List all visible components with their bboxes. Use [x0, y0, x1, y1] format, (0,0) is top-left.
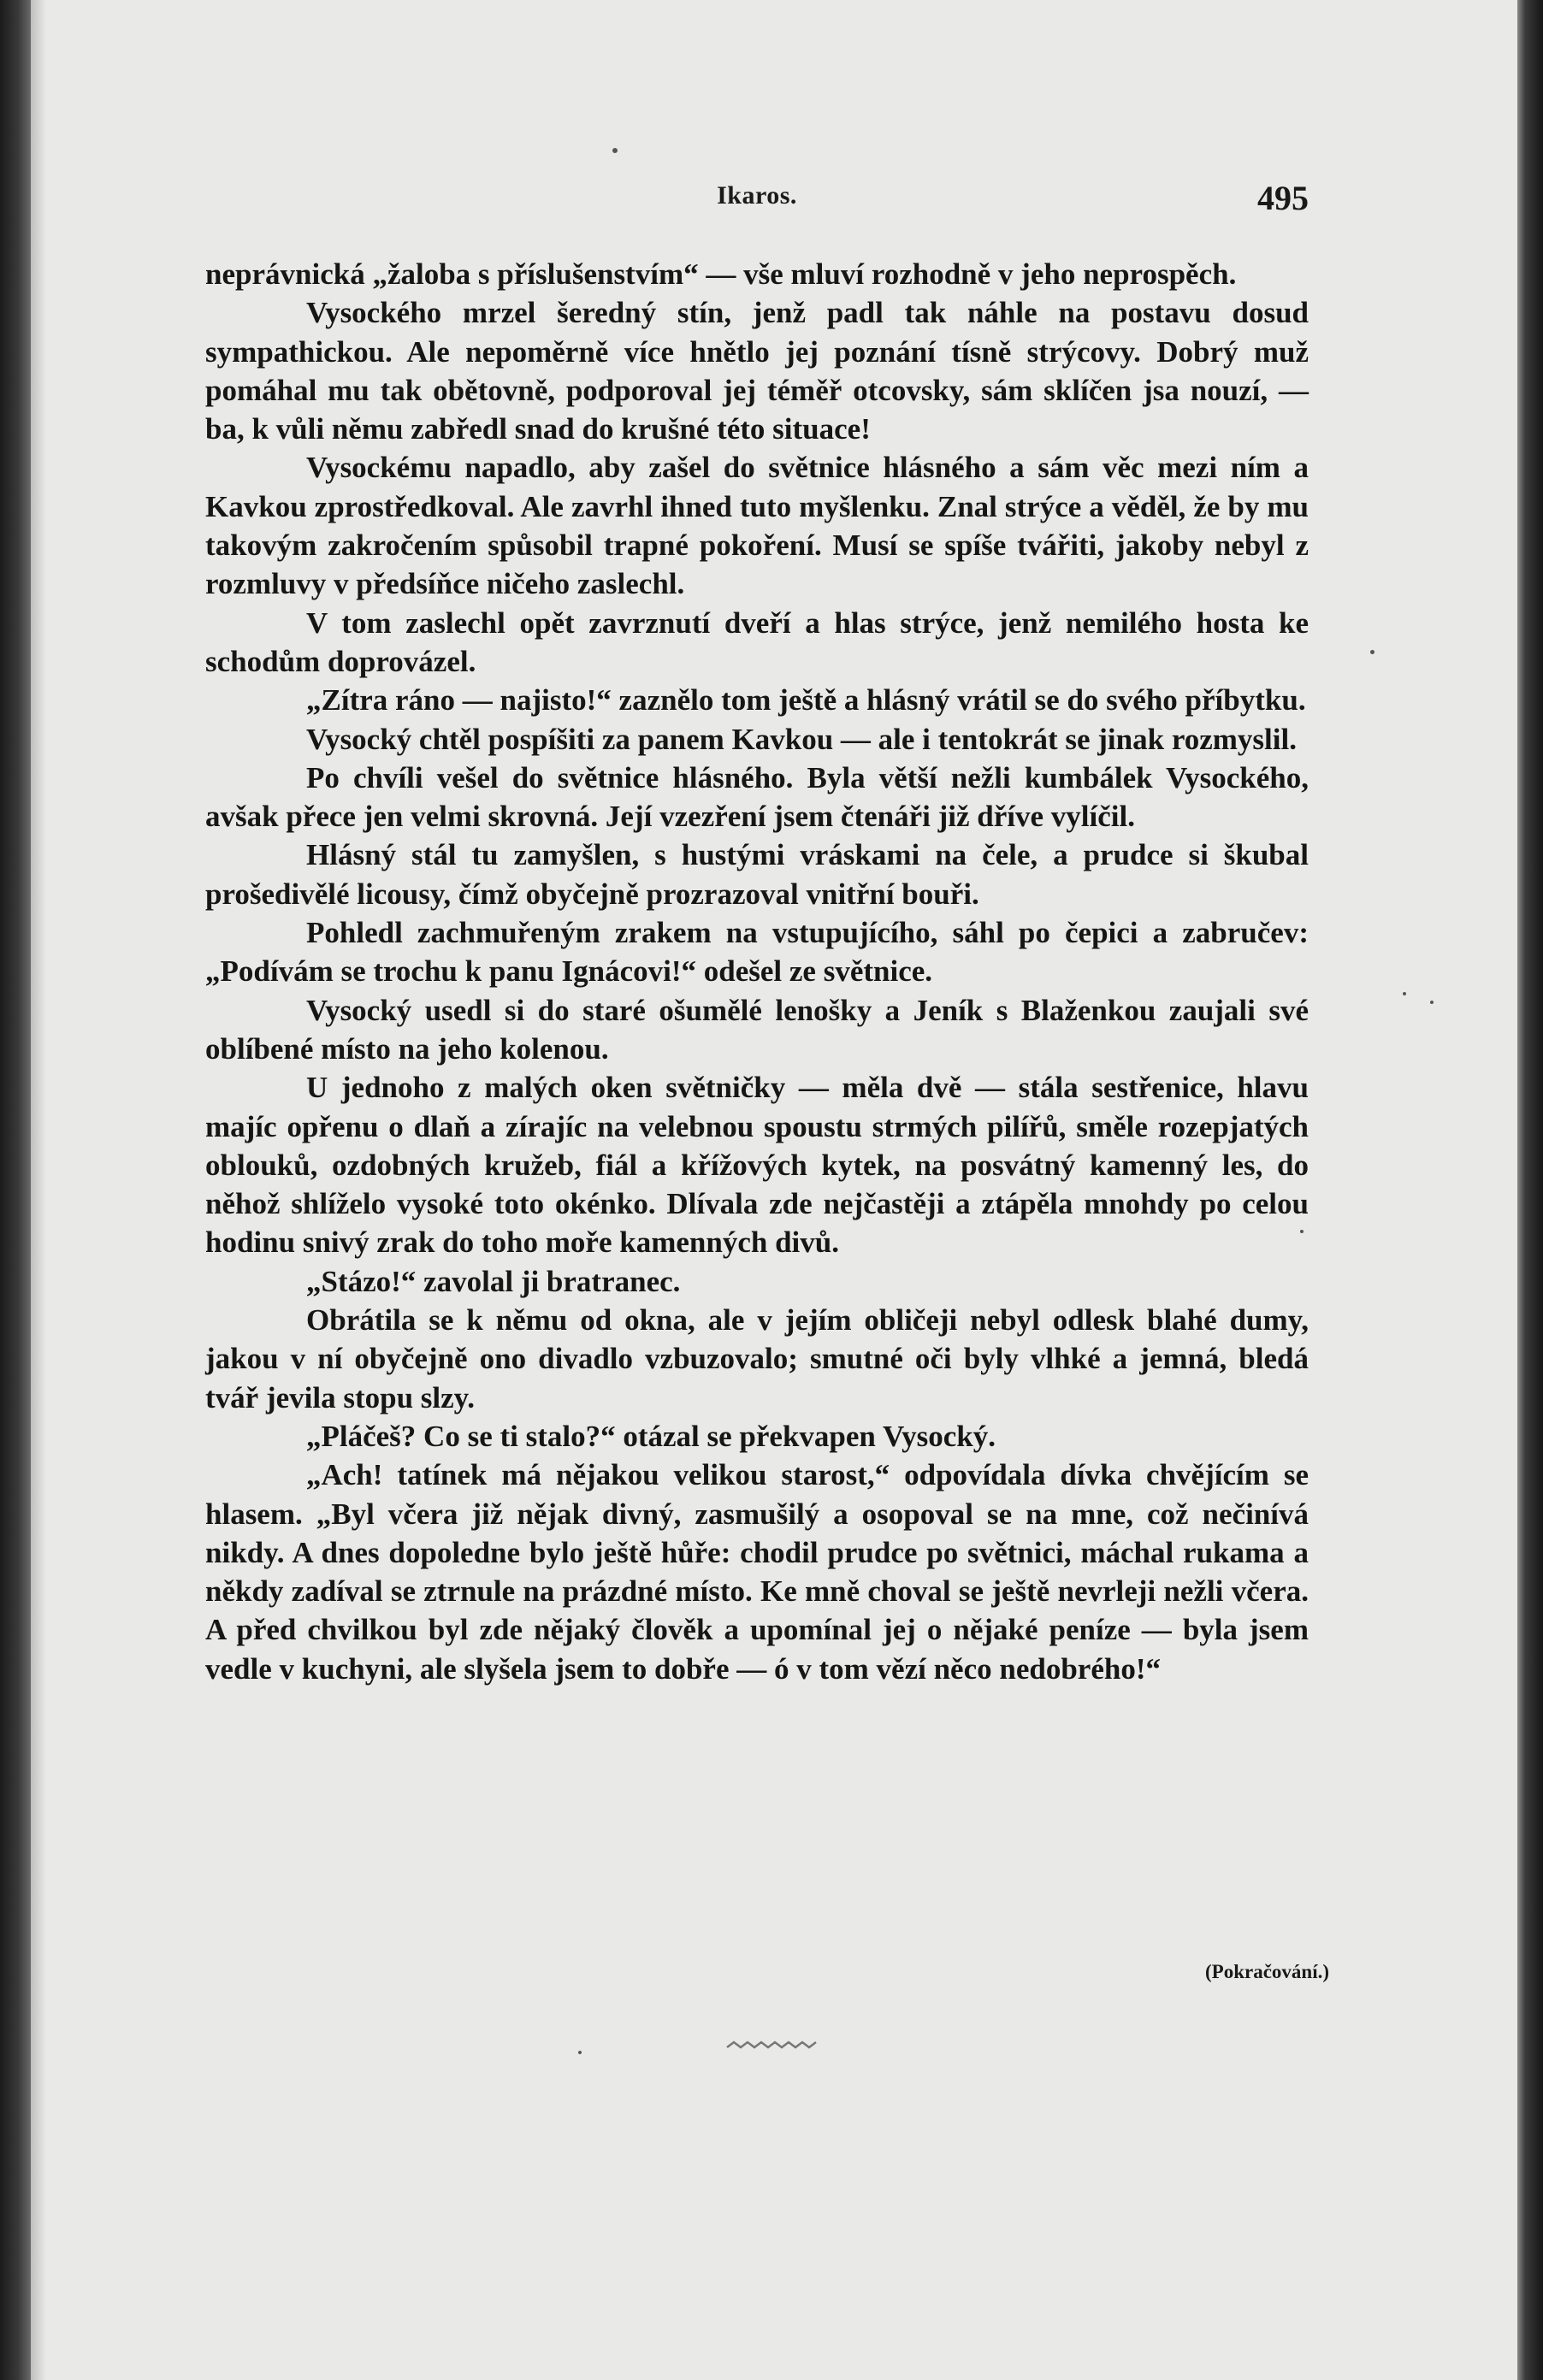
paragraph: „Ach! tatínek má nějakou velikou starost,“ odpovídala dívka chvějícím se hlasem. „Byl včera již nějak divný, zasmušilý a osopoval se na mne, což nečinívá nikdy. A dnes dopoledne bylo ještě hůře: chodil prudce po světnici, máchal rukama a někdy zadíval se ztrnule na prázdné místo. Ke mně choval se ještě nevrleji nežli včera. A před chvilkou byl zde nějaký člověk a upomínal jej o nějaké peníze — byla jsem vedle v kuchyni, ale slyšela jsem to dobře — ó v tom vězí něco nedobrého!“: [205, 1458, 1309, 1686]
paragraph: Hlásný stál tu zamyšlen, s hustými vráskami na čele, a prudce si škubal prošedivělé licousy, čímž obyčejně prozrazoval vnitřní bouři.: [205, 838, 1309, 911]
paragraph: Po chvíli vešel do světnice hlásného. Byla větší nežli kumbálek Vysockého, avšak přece jen velmi skrovná. Její vzezření jsem čtenáři již dříve vylíčil.: [205, 760, 1309, 834]
paragraph: Vysocký usedl si do staré ošumělé lenošky a Jeník s Blaženkou zaujali své oblíbené místo na jeho kolenou.: [205, 993, 1309, 1066]
paragraph: Vysocký chtěl pospíšiti za panem Kavkou — ale i tentokrát se jinak rozmyslil.: [306, 722, 1297, 756]
paragraph: Vysockému napadlo, aby zašel do světnice hlásného a sám věc mezi ním a Kavkou zprostředkoval. Ale zavrhl ihned tuto myšlenku. Znal strýce a věděl, že by mu takovým zakročením spůsobil trapné pokoření. Musí se spíše tvářiti, jakoby nebyl z rozmluvy v předsíňce ničeho zaslechl.: [205, 451, 1309, 601]
paper-speck: [612, 148, 618, 153]
continued-note: (Pokračování.): [1204, 1961, 1329, 1982]
paper-speck: [1403, 992, 1406, 995]
paper-speck: [1370, 650, 1375, 654]
paragraph: U jednoho z malých oken světničky — měla dvě — stála sestřenice, hlavu majíc opřenu o dlaň a zírajíc na velebnou spoustu strmých pilířů, směle rozepjatých oblouků, ozdobných kružeb, fiál a křížových kytek, na posvátný kamenný les, do něhož shlíželo vysoké toto okénko. Dlívala zde nejčastěji a ztápěla mnohdy po celou hodinu snivý zrak do toho moře kamenných divů.: [205, 1071, 1309, 1260]
paragraph: Obrátila se k němu od okna, ale v jejím obličeji nebyl odlesk blahé dumy, jakou v ní obyčejně ono divadlo vzbuzovalo; smutné oči byly vlhké a jemná, bledá tvář jevila stopu slzy.: [205, 1303, 1309, 1414]
paper-speck: [1300, 1230, 1304, 1233]
paper-speck: [1430, 1001, 1434, 1004]
page-number: 495: [1257, 179, 1309, 217]
paper-speck: [578, 2051, 582, 2054]
paragraph: „Zítra ráno — najisto!“ zaznělo tom ještě a hlásný vrátil se do svého příbytku.: [306, 683, 1306, 718]
paragraph: Pohledl zachmuřeným zrakem na vstupujícího, sáhl po čepici a zabručev: „Podívám se trochu k panu Ignácovi!“ odešel ze světnice.: [205, 916, 1309, 989]
paragraph: neprávnická „žaloba s příslušenstvím“ — vše mluví rozhodně v jeho neprospěch.: [205, 257, 1237, 291]
paragraph: „Stázo!“ zavolal ji bratranec.: [306, 1264, 681, 1298]
running-head: Ikaros.: [717, 181, 797, 210]
page-gutter-shadow: [31, 0, 46, 2380]
paragraph: Vysockého mrzel šeredný stín, jenž padl tak náhle na postavu dosud sympathickou. Ale nepoměrně více hnětlo jej poznání tísně strýcovy. Dobrý muž pomáhal mu tak obětovně, podporoval jej téměř otcovsky, sám sklíčen jsa nouzí, — ba, k vůli němu zabředl snad do krušné této situace!: [205, 296, 1309, 446]
paragraph: V tom zaslechl opět zavrznutí dveří a hlas strýce, jenž nemilého hosta ke schodům doprovázel.: [205, 605, 1309, 678]
body-text: [205, 255, 1309, 1688]
page-header: [205, 178, 1309, 221]
scan-edge-right: [1517, 0, 1543, 2380]
scan-edge-left: [0, 0, 31, 2380]
end-ornament-icon: [725, 2035, 819, 2056]
paragraph: „Pláčeš? Co se ti stalo?“ otázal se překvapen Vysocký.: [306, 1419, 996, 1453]
